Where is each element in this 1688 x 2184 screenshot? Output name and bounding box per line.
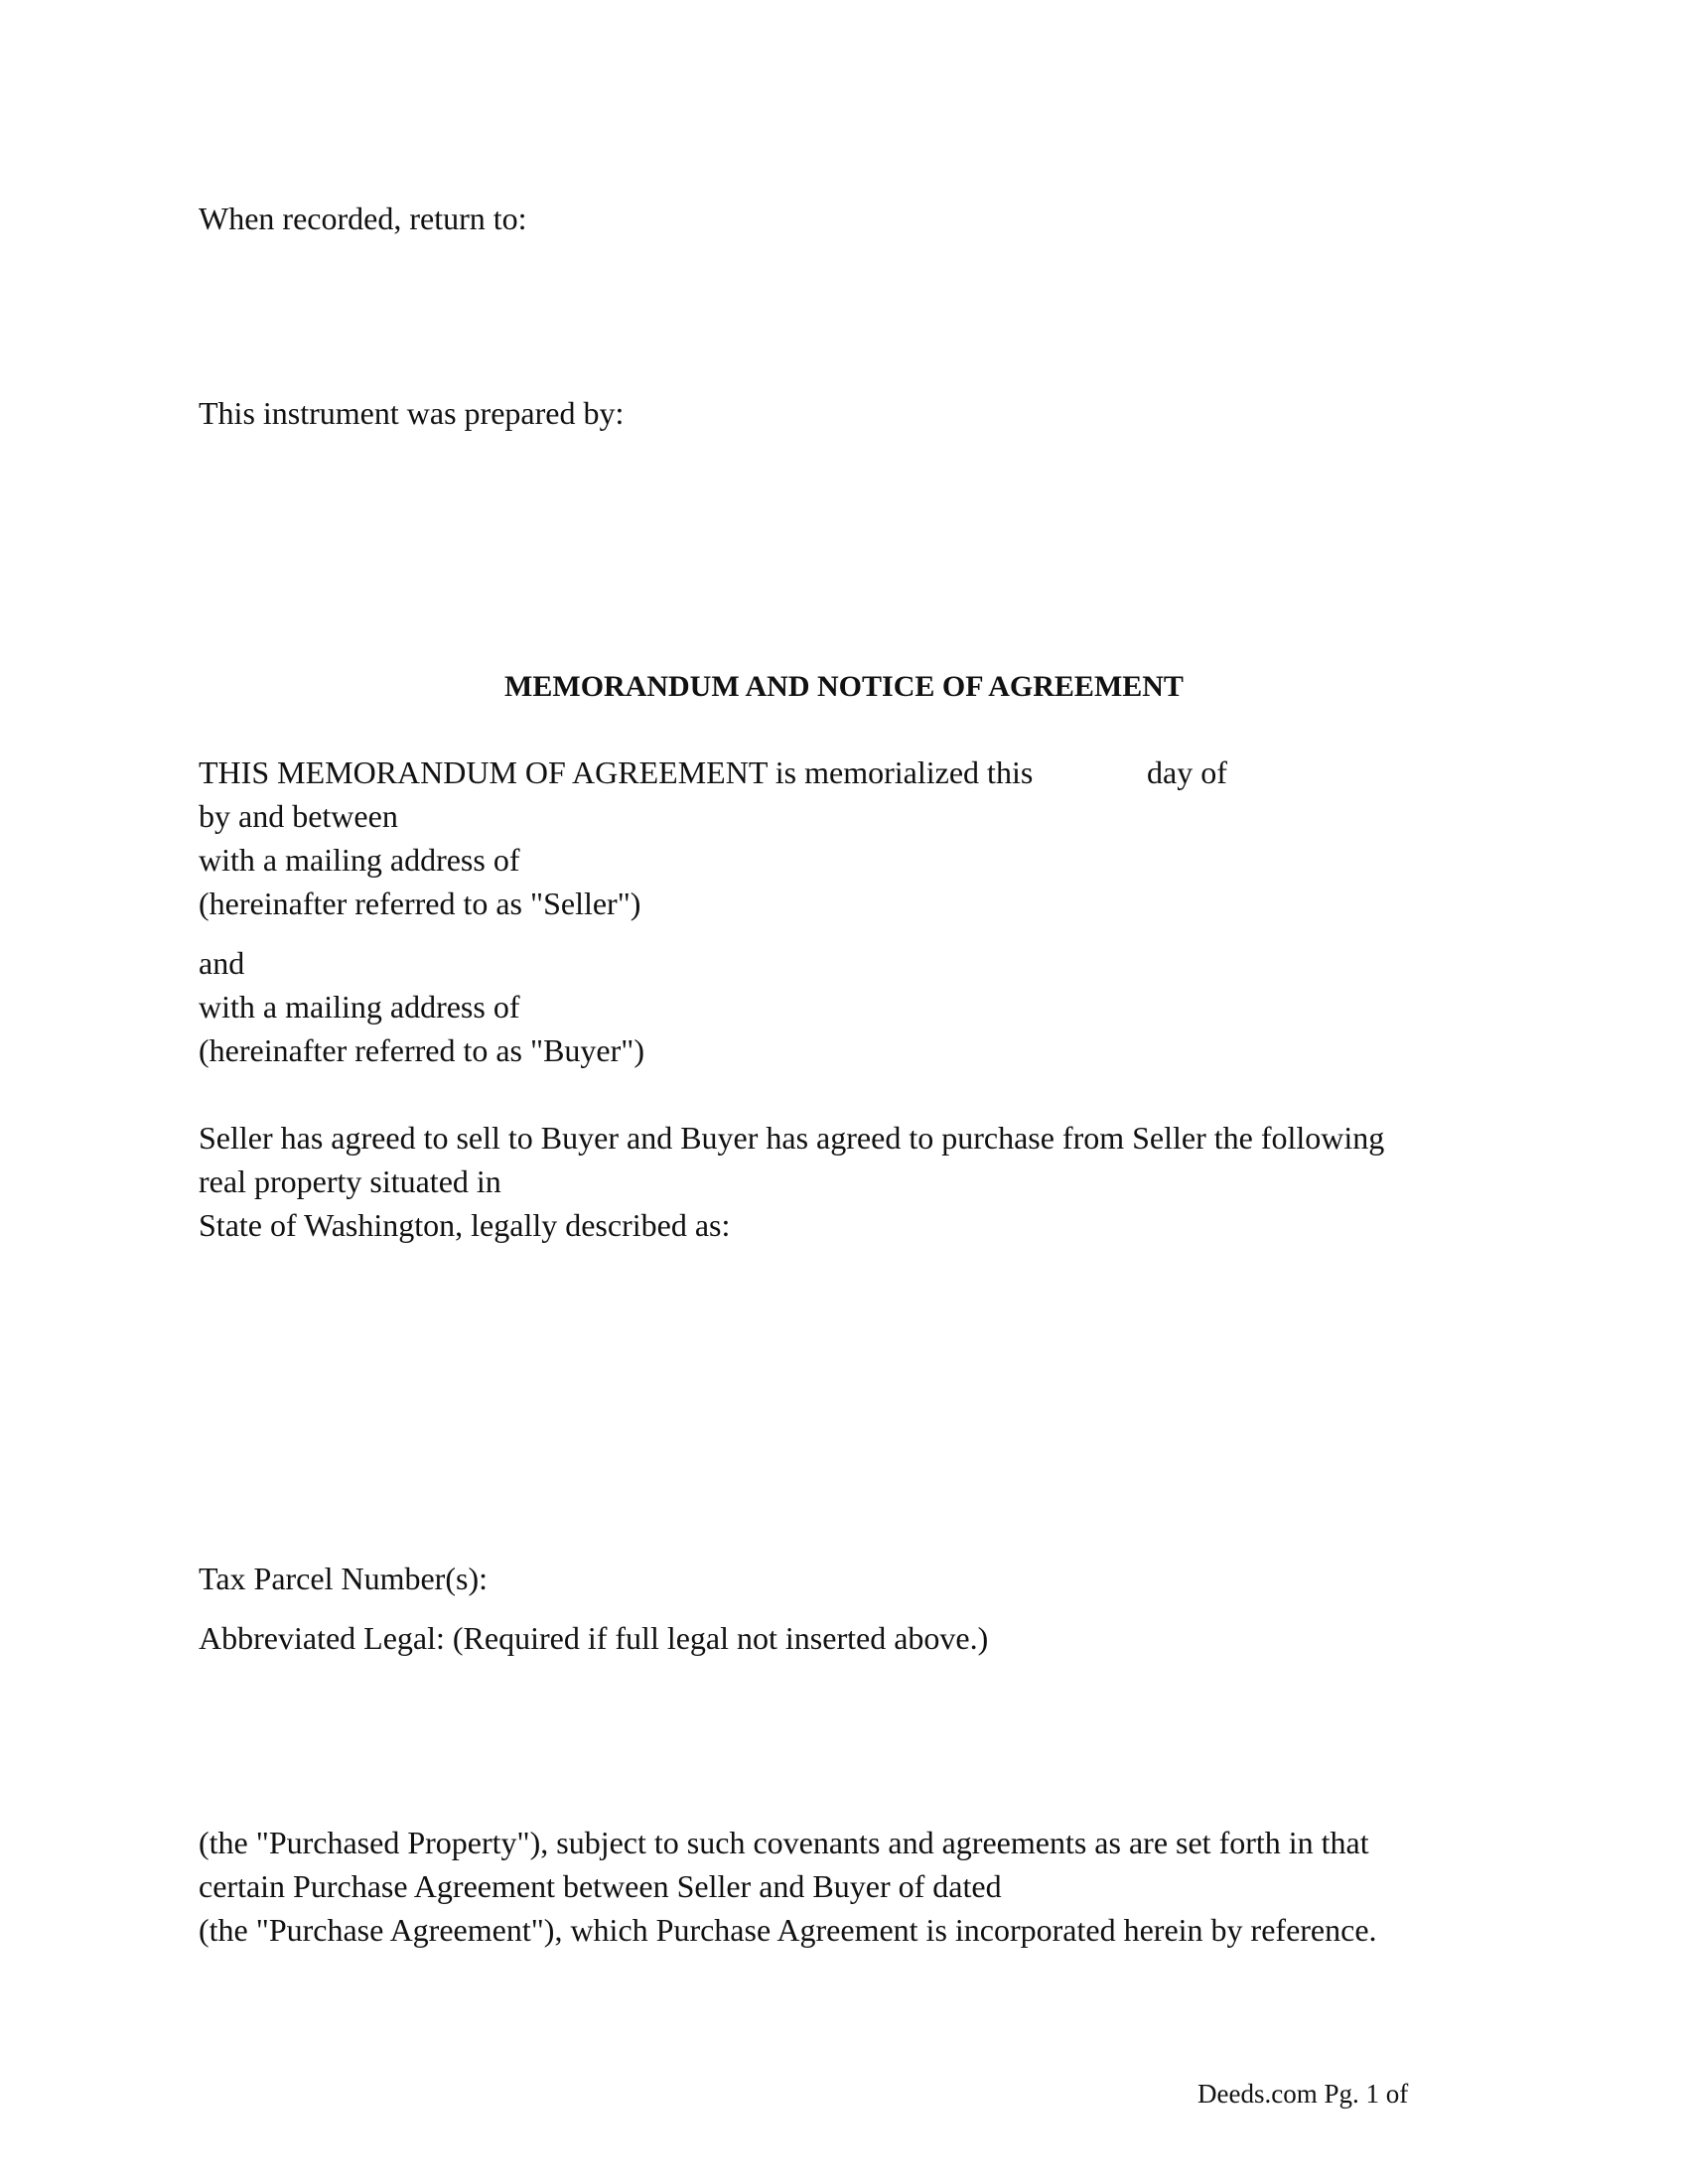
day-of-label: day of	[1147, 754, 1227, 790]
seller-mailing-address-label: with a mailing address of	[199, 842, 520, 878]
document-title: MEMORANDUM AND NOTICE OF AGREEMENT	[504, 670, 1184, 703]
and-label: and	[199, 945, 245, 981]
abbreviated-legal-label: Abbreviated Legal: (Required if full legal not inserted above.)	[199, 1620, 989, 1656]
purchased-property-line-1: (the "Purchased Property"), subject to such covenants and agreements as are set forth in that	[199, 1825, 1369, 1860]
seller-referred-label: (hereinafter referred to as "Seller")	[199, 886, 641, 921]
purchased-property-line-3: (the "Purchase Agreement"), which Purchase Agreement is incorporated herein by reference.	[199, 1912, 1377, 1948]
buyer-referred-label: (hereinafter referred to as "Buyer")	[199, 1032, 644, 1068]
tax-parcel-label: Tax Parcel Number(s):	[199, 1561, 488, 1596]
buyer-mailing-address-label: with a mailing address of	[199, 989, 520, 1024]
by-and-between-label: by and between	[199, 798, 398, 834]
intro-line: THIS MEMORANDUM OF AGREEMENT is memorialized this	[199, 754, 1034, 790]
purchased-property-line-2: certain Purchase Agreement between Seller and Buyer of dated	[199, 1868, 1002, 1904]
prepared-by-label: This instrument was prepared by:	[199, 395, 625, 431]
page-footer: Deeds.com Pg. 1 of	[1197, 2079, 1409, 2109]
property-line-2: real property situated in	[199, 1163, 501, 1199]
property-line-1: Seller has agreed to sell to Buyer and Buyer has agreed to purchase from Seller the following	[199, 1120, 1385, 1156]
return-to-label: When recorded, return to:	[199, 201, 527, 236]
property-line-3: State of Washington, legally described as:	[199, 1207, 731, 1243]
